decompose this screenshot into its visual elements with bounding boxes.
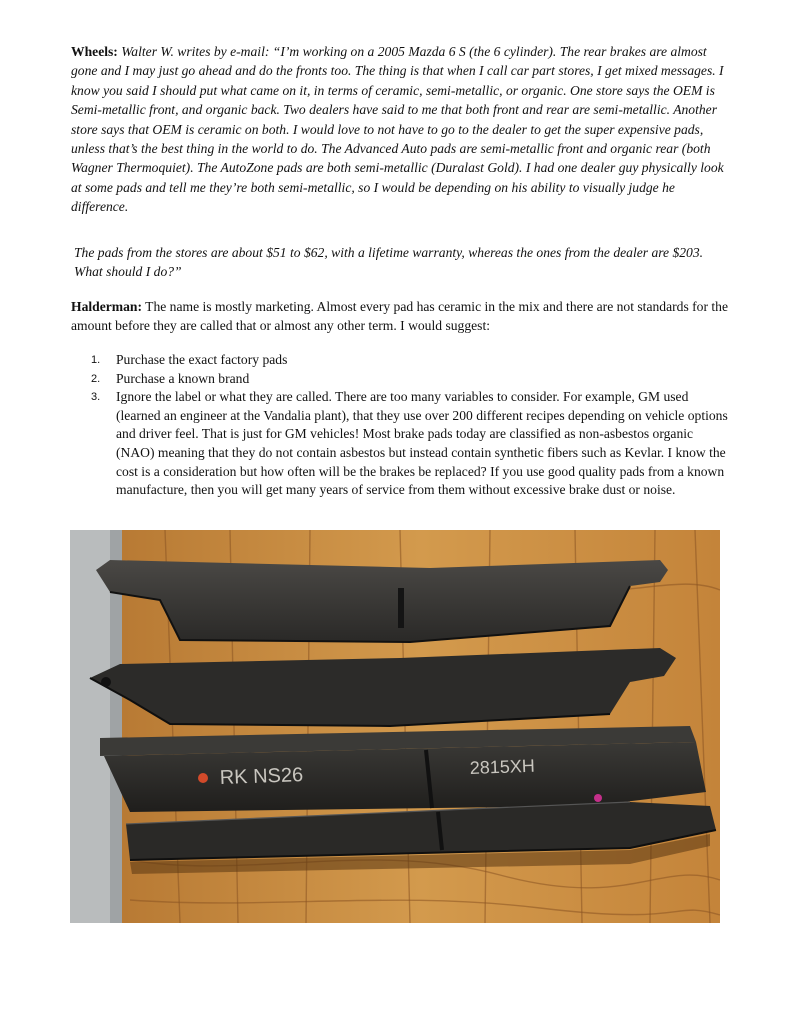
list-item <box>91 370 731 389</box>
answer-speaker: Halderman: <box>71 299 142 314</box>
answer-paragraph <box>71 297 736 335</box>
pad-marking-left: RK NS26 <box>219 764 304 789</box>
brake-pad-marked <box>100 726 706 812</box>
list-item-text: Ignore the label or what they are called. There are too many variables to consider. For example, GM used (learned an engineer at the Vandalia plant), that they use over 200 different recipes depending on vehicle options and driver feel. That is just for GM vehicles! Most brake pads today are classified as non-asbestos organic (NAO) meaning that they do not contain asbestos but instead contain synthetic fibers such as Kevlar. I know the cost is a consideration but how often will be the brakes be replaced? If you use good quality pads from a known manufacture, then you will get many years of service from them without excessive brake dust or noise. <box>116 389 728 498</box>
suggestion-list <box>91 351 731 500</box>
list-item <box>91 351 731 370</box>
list-number: 3. <box>91 391 101 404</box>
question-followup: The pads from the stores are about $51 to $62, with a lifetime warranty, whereas the ones from the dealer are $203. What should I do?” <box>74 245 704 280</box>
question-text: Walter W. writes by e-mail: “I’m working on a 2005 Mazda 6 S (the 6 cylinder). The rear brakes are almost gone and I may just go ahead and do the fronts too. The thing is that when I call car part stores, I get mixed messages. I know you said I should put what came on it, in terms of ceramic, semi-metallic, or organic. One store says the OEM is Semi-metallic front, and organic back. Two dealers have said to me that both front and rear are semi-metallic. Another store says that OEM is ceramic on both. I would love to not have to go to the dealer to get the super expensive pads, unless that’s the best thing in the world to do. The Advanced Auto pads are semi-metallic front and organic rear (both Wagner Thermoquiet). The AutoZone pads are both semi-metallic (Duralast Gold). I had one dealer guy physically look at some pads and tell me they’re both semi-metallic, so I would be depending on his ability to visually judge he difference. <box>71 44 724 215</box>
answer-intro: The name is mostly marketing. Almost every pad has ceramic in the mix and there are not standards for the amount before they are called that or almost any other term. I would suggest: <box>71 299 728 334</box>
list-item <box>91 388 731 500</box>
brake-pads-photo <box>70 530 720 923</box>
list-number: 2. <box>91 372 101 385</box>
list-number: 1. <box>91 354 101 366</box>
list-item-text: Purchase the exact factory pads <box>116 352 288 367</box>
question-paragraph <box>71 42 731 217</box>
list-item-text: Purchase a known brand <box>116 370 250 386</box>
pad-marking-right: 2815XH <box>469 755 536 778</box>
question-speaker: Wheels: <box>71 44 118 59</box>
